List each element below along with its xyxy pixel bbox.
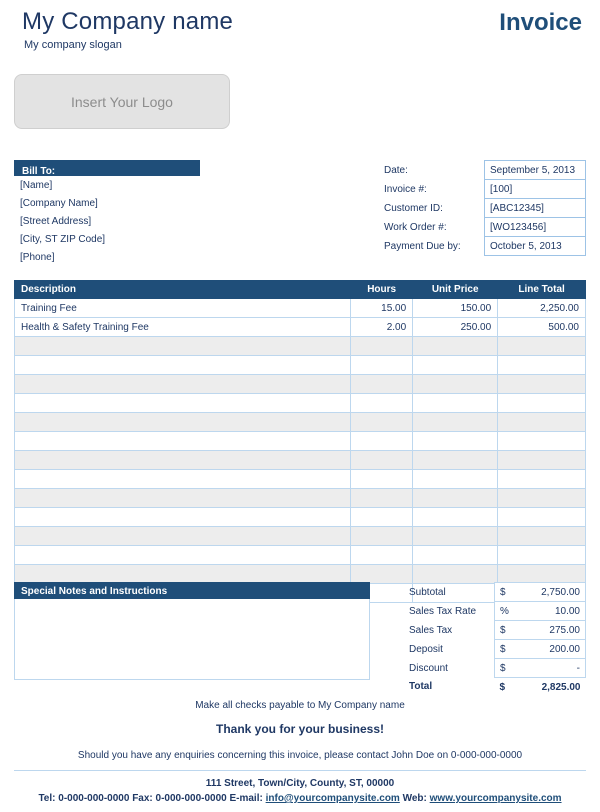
totals-label-sales-tax: Sales Tax [409,624,453,636]
cell-line-total[interactable] [498,356,586,375]
table-header-row [15,281,586,299]
meta-label-work-order: Work Order #: [384,221,447,233]
cell-hours[interactable] [351,489,413,508]
table-row [15,356,586,375]
cell-unit-price[interactable] [413,432,498,451]
table-row [15,565,586,584]
table-row [404,659,586,678]
bill-to-line[interactable]: [Company Name] [20,198,98,209]
footer-divider [14,770,586,771]
table-row [15,318,586,337]
cell-line-total[interactable] [498,432,586,451]
table-row [404,602,586,621]
logo-placeholder[interactable] [14,74,230,129]
table-row [380,237,586,256]
table-row [15,508,586,527]
invoice-header [14,0,586,62]
cell-description[interactable] [15,394,351,413]
table-row [15,451,586,470]
thank-you-note: Thank you for your business! [215,722,385,736]
table-row [15,470,586,489]
table-row [15,413,586,432]
totals-table [404,582,586,696]
cell-line-total[interactable] [498,451,586,470]
bill-to-heading: Bill To: [14,160,200,176]
invoice-meta-table [380,160,586,256]
bill-to-line[interactable]: [Street Address] [20,216,92,227]
cell-unit-price[interactable] [413,375,498,394]
cell-hours[interactable] [351,356,413,375]
cell-description[interactable] [15,337,351,356]
totals-symbol-deposit: $ [495,640,522,659]
cell-line-total[interactable] [498,337,586,356]
cell-unit-price[interactable] [413,413,498,432]
cell-description[interactable] [15,432,351,451]
cell-unit-price[interactable] [413,546,498,565]
table-row [15,394,586,413]
table-row [404,583,586,602]
meta-value-payment-due[interactable]: October 5, 2013 [485,237,586,256]
cell-description[interactable]: Health & Safety Training Fee [15,318,351,337]
totals-symbol-total: $ [499,681,506,693]
column-header-unit-price: Unit Price [413,281,498,299]
line-items-table [14,280,586,603]
cell-description[interactable] [15,470,351,489]
totals-amount-deposit[interactable]: 200.00 [521,640,586,659]
totals-amount-sales-tax[interactable]: 275.00 [521,621,586,640]
totals-symbol-sales-tax: $ [495,621,522,640]
cell-hours[interactable] [351,337,413,356]
bill-to-block [14,160,200,266]
totals-symbol-discount: $ [495,659,522,678]
totals-symbol-subtotal: $ [495,583,522,602]
cell-description[interactable] [15,413,351,432]
cell-description[interactable] [15,451,351,470]
cell-unit-price[interactable] [413,527,498,546]
totals-label-subtotal: Subtotal [409,586,446,598]
cell-unit-price[interactable]: 150.00 [413,299,498,318]
cell-line-total[interactable]: 500.00 [498,318,586,337]
meta-label-payment-due: Payment Due by: [384,240,461,252]
footer-address: 111 Street, Town/City, County, ST, 00000 [205,778,395,789]
table-row [15,546,586,565]
cell-line-total[interactable] [498,470,586,489]
cell-unit-price[interactable] [413,356,498,375]
cell-hours[interactable] [351,451,413,470]
totals-label-total: Total [409,681,433,693]
footer-email-link[interactable]: info@yourcompanysite.com [265,793,400,804]
bill-to-line[interactable]: [Name] [20,180,53,191]
page-title: Invoice [499,9,582,36]
footer-contact-mid: Web: [402,793,430,804]
table-row [404,621,586,640]
cell-line-total[interactable] [498,527,586,546]
cell-unit-price[interactable] [413,451,498,470]
table-row [380,180,586,199]
totals-amount-subtotal[interactable]: 2,750.00 [521,583,586,602]
footer-contact [0,793,600,804]
line-items-header [15,281,586,299]
column-header-hours: Hours [351,281,413,299]
meta-value-invoice-number[interactable]: [100] [485,180,586,199]
totals-amount-discount[interactable]: - [521,659,586,678]
special-notes-block [14,582,370,680]
cell-hours[interactable] [351,565,413,584]
cell-description[interactable] [15,489,351,508]
cell-description[interactable] [15,508,351,527]
cell-unit-price[interactable] [413,508,498,527]
cell-line-total[interactable]: 2,250.00 [498,299,586,318]
totals-label-discount: Discount [409,662,448,674]
meta-value-date[interactable]: September 5, 2013 [485,161,586,180]
totals-amount-sales-tax-rate[interactable]: 10.00 [521,602,586,621]
bill-to-line[interactable]: [Phone] [20,252,55,263]
cell-hours[interactable] [351,546,413,565]
cell-description[interactable] [15,527,351,546]
table-row [404,640,586,659]
meta-label-invoice-number: Invoice #: [384,183,427,195]
cell-description[interactable] [15,565,351,584]
cell-unit-price[interactable] [413,337,498,356]
cell-line-total[interactable] [498,546,586,565]
cell-unit-price[interactable] [413,489,498,508]
cell-hours[interactable] [351,508,413,527]
table-row [15,432,586,451]
cell-description[interactable] [15,375,351,394]
cell-hours[interactable] [351,432,413,451]
cell-hours[interactable] [351,375,413,394]
cell-hours[interactable]: 2.00 [351,318,413,337]
cell-line-total[interactable] [498,565,586,584]
line-items-body [15,299,586,603]
meta-label-date: Date: [384,164,408,176]
table-row [380,218,586,237]
table-row [15,489,586,508]
cell-description[interactable] [15,546,351,565]
logo-placeholder-label: Insert Your Logo [71,93,173,110]
table-row [404,678,586,697]
cell-unit-price[interactable]: 250.00 [413,318,498,337]
cell-line-total[interactable] [498,413,586,432]
cell-unit-price[interactable] [413,565,498,584]
cell-description[interactable]: Training Fee [15,299,351,318]
column-header-line-total: Line Total [498,281,586,299]
payable-note: Make all checks payable to My Company name [195,700,405,711]
meta-value-customer-id[interactable]: [ABC12345] [485,199,586,218]
cell-hours[interactable]: 15.00 [351,299,413,318]
column-header-description: Description [15,281,351,299]
totals-amount-total: 2,825.00 [541,681,581,693]
cell-unit-price[interactable] [413,394,498,413]
footer-contact-prefix: Tel: 0-000-000-0000 Fax: 0-000-000-0000 E-mail: [38,793,266,804]
cell-line-total[interactable] [498,489,586,508]
cell-hours[interactable] [351,470,413,489]
table-row [380,199,586,218]
bill-to-line[interactable]: [City, ST ZIP Code] [20,234,106,245]
cell-line-total[interactable] [498,394,586,413]
cell-hours[interactable] [351,394,413,413]
meta-value-work-order[interactable]: [WO123456] [485,218,586,237]
totals-label-deposit: Deposit [409,643,443,655]
special-notes-heading: Special Notes and Instructions [14,582,370,599]
table-row [15,299,586,318]
enquiries-note: Should you have any enquiries concerning this invoice, please contact John Doe on 0-000-000-0000 [77,750,523,761]
cell-hours[interactable] [351,527,413,546]
table-row [380,161,586,180]
table-row [15,375,586,394]
totals-label-sales-tax-rate: Sales Tax Rate [409,605,477,617]
company-slogan: My company slogan [24,39,122,51]
totals-symbol-sales-tax-rate: % [495,602,522,621]
cell-line-total[interactable] [498,375,586,394]
meta-label-customer-id: Customer ID: [384,202,443,214]
table-row [15,527,586,546]
cell-unit-price[interactable] [413,470,498,489]
special-notes-input[interactable] [14,599,370,680]
cell-description[interactable] [15,356,351,375]
cell-line-total[interactable] [498,508,586,527]
cell-hours[interactable] [351,413,413,432]
company-name: My Company name [22,8,234,35]
footer-website-link[interactable]: www.yourcompanysite.com [429,793,562,804]
table-row [15,337,586,356]
